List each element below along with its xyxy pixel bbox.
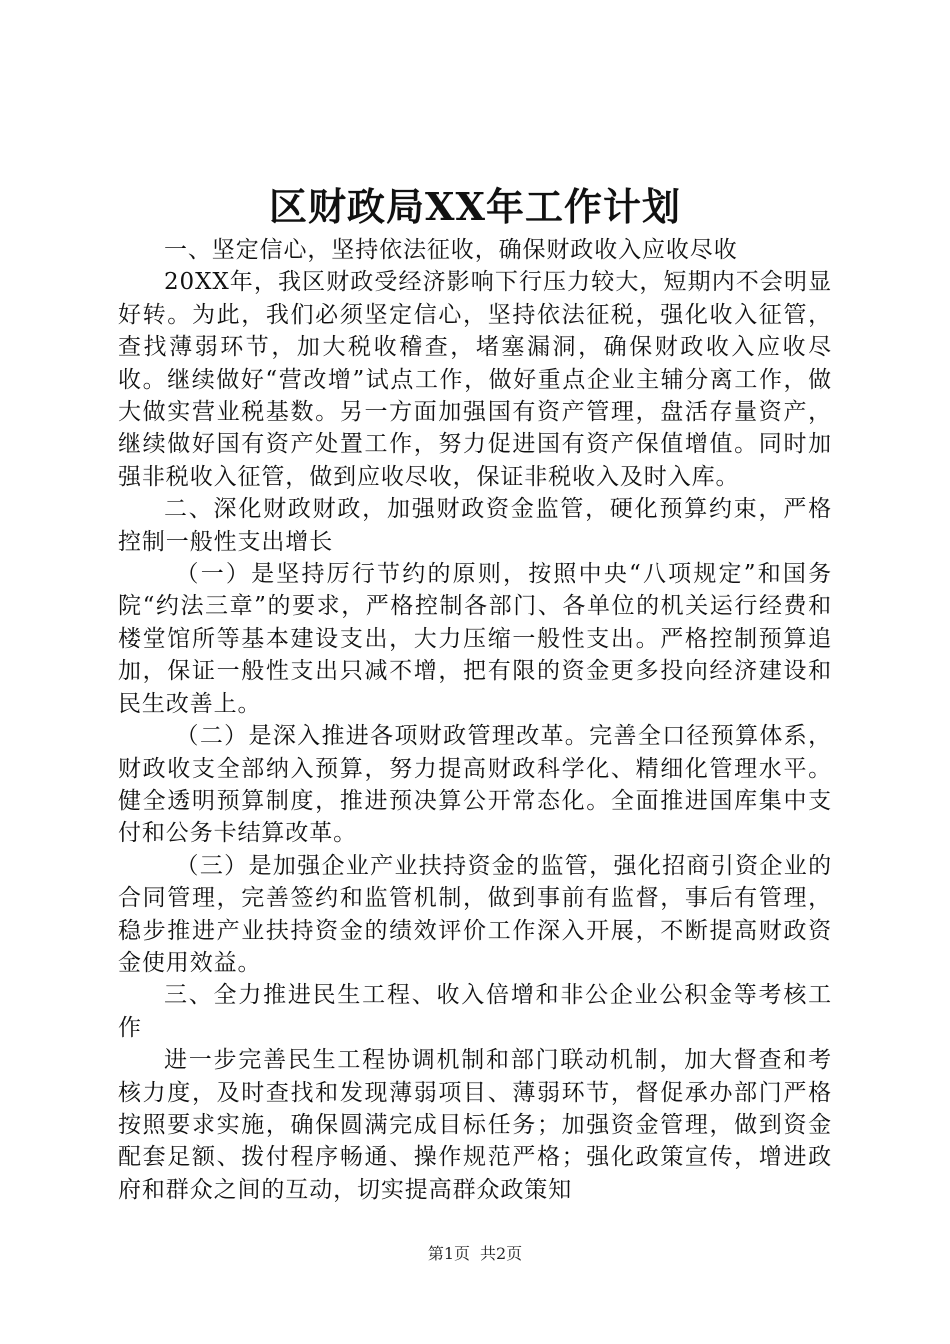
paragraph: （三）是加强企业产业扶持资金的监管，强化招商引资企业的合同管理，完善签约和监管机制，做到事前有监督，事后有管理，稳步推进产业扶持资金的绩效评价工作深入开展，不断提高财政资金使用效益。 [118,852,832,976]
section-heading-1: 一、坚定信心，坚持依法征收，确保财政收入应收尽收 [164,237,738,263]
page-footer [0,1243,950,1265]
paragraph: 20XX年，我区财政受经济影响下行压力较大，短期内不会明显好转。为此，我们必须坚定信心，坚持依法征税，强化收入征管，查找薄弱环节，加大税收稽查，堵塞漏洞，确保财政收入应收尽收。继续做好“营改增”试点工作，做好重点企业主辅分离工作，做大做实营业税基数。另一方面加强国有资产管理，盘活存量资产，继续做好国有资产处置工作，努力促进国有资产保值增值。同时加强非税收入征管，做到应收尽收，保证非税收入及时入库。 [118,269,832,490]
paragraph: （一）是坚持厉行节约的原则，按照中央“八项规定”和国务院“约法三章”的要求，严格控制各部门、各单位的机关运行经费和楼堂馆所等基本建设支出，大力压缩一般性支出。严格控制预算追加，保证一般性支出只减不增，把有限的资金更多投向经济建设和民生改善上。 [118,561,832,717]
section-heading-3: 三、全力推进民生工程、收入倍增和非公企业公积金等考核工作 [118,982,832,1041]
page-total: 共2页 [480,1244,523,1263]
paragraph: 进一步完善民生工程协调机制和部门联动机制，加大督查和考核力度，及时查找和发现薄弱项目、薄弱环节，督促承办部门严格按照要求实施，确保圆满完成目标任务；加强资金管理，做到资金配套足额、拨付程序畅通、操作规范严格；强化政策宣传，增进政府和群众之间的互动，切实提高群众政策知 [118,1047,832,1203]
page-number: 第1页 [427,1244,470,1263]
section-heading-2: 二、深化财政财政，加强财政资金监管，硬化预算约束，严格控制一般性支出增长 [118,496,832,555]
paragraph: （二）是深入推进各项财政管理改革。完善全口径预算体系，财政收支全部纳入预算，努力提高财政科学化、精细化管理水平。健全透明预算制度，推进预决算公开常态化。全面推进国库集中支付和公务卡结算改革。 [118,723,832,847]
document-body [118,234,832,1206]
document-title: 区财政局XX年工作计划 [269,184,681,229]
